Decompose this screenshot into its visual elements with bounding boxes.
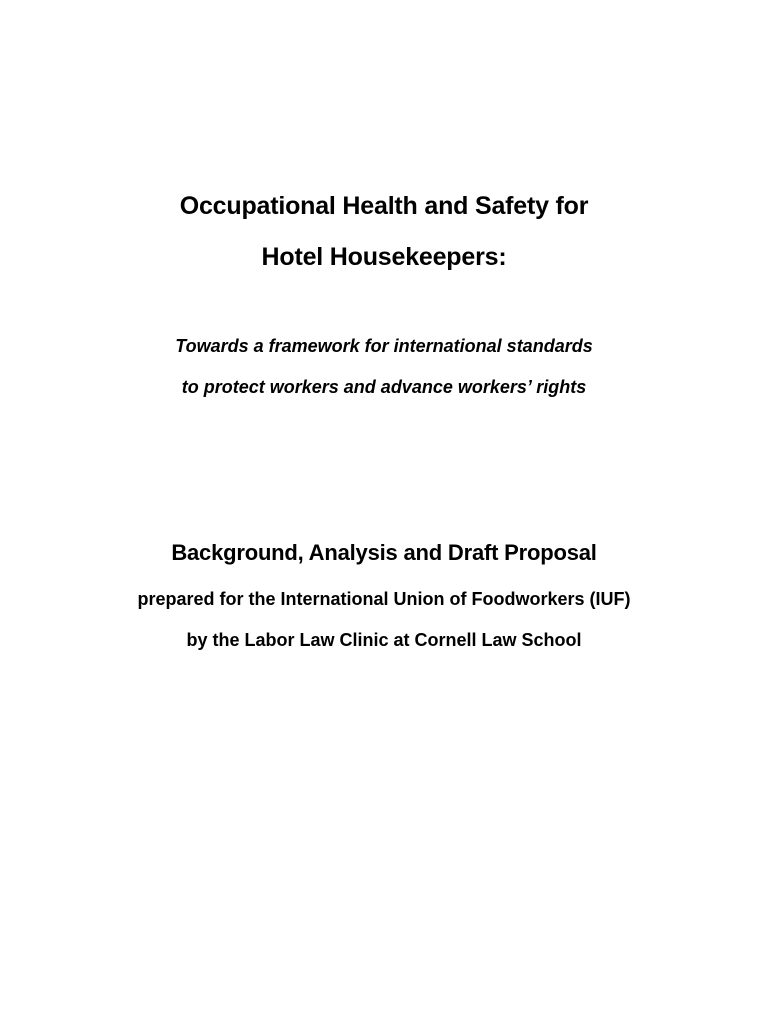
document-subtitle-line-1: Towards a framework for international standards: [175, 336, 593, 356]
document-title-line-1: Occupational Health and Safety for: [179, 192, 589, 220]
section-title: Background, Analysis and Draft Proposal: [171, 540, 597, 565]
credit-line-1: prepared for the International Union of Foodworkers (IUF): [137, 589, 631, 609]
document-title-line-2: Hotel Housekeepers:: [261, 243, 507, 271]
credit-line-2: by the Labor Law Clinic at Cornell Law School: [186, 630, 582, 650]
document-subtitle-line-2: to protect workers and advance workers’ rights: [181, 377, 587, 397]
